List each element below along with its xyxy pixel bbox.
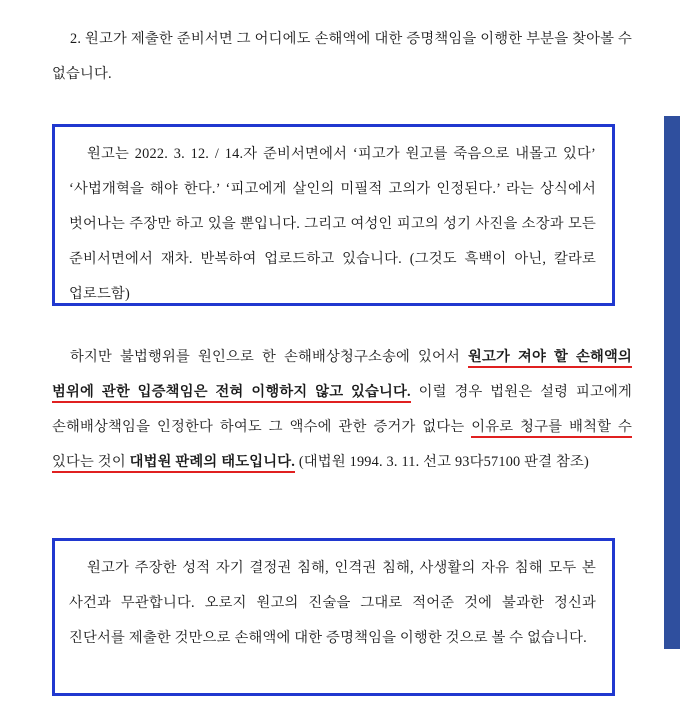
- middle-seg-5-emphasis: 대법원 판례의 태도입니다.: [130, 454, 295, 473]
- middle-paragraph-text: [52, 340, 632, 480]
- middle-seg-1: 하지만 불법행위를 원인으로 한 손해배상청구소송에 있어서: [70, 349, 469, 365]
- numbered-paragraph: [52, 22, 632, 92]
- numbered-paragraph-body: 원고가 제출한 준비서면 그 어디에도 손해액에 대한 증명책임을 이행한 부분을 찾아볼 수 없습니다.: [52, 31, 632, 82]
- numbered-paragraph-text: [52, 22, 632, 92]
- highlighted-box-one: [52, 124, 615, 306]
- numbered-paragraph-number: 2.: [70, 31, 82, 47]
- middle-seg-4-emphasis: 이유로 청구를 배척할 수 있다는 것이: [52, 419, 632, 473]
- middle-seg-2-emphasis: 원고가 져야 할 손해액의 범위에 관한 입증책임은 전혀 이행하지 않고 있습니다.: [52, 349, 632, 403]
- page-edge-strip: [664, 116, 680, 649]
- highlighted-box-one-text: 원고는 2022. 3. 12. / 14.자 준비서면에서 ‘피고가 원고를 죽음으로 내몰고 있다’ ‘사법개혁을 해야 한다.’ ‘피고에게 살인의 미필적 고의가 인정된다.’ 라는 상식에서 벗어나는 주장만 하고 있을 뿐입니다. 그리고 여성인 피고의 성기 사진을 소장과 모든 준비서면에서 재차. 반복하여 업로드하고 있습니다. (그것도 흑백이 아닌, 칼라로 업로드함): [69, 146, 596, 302]
- highlighted-box-two: [52, 538, 615, 696]
- highlighted-box-two-text: 원고가 주장한 성적 자기 결정권 침해, 인격권 침해, 사생활의 자유 침해 모두 본 사건과 무관합니다. 오로지 원고의 진술을 그대로 적어준 것에 불과한 정신과 진단서를 제출한 것만으로 손해액에 대한 증명책임을 이행한 것으로 볼 수 없습니다.: [69, 560, 596, 646]
- middle-paragraph: [52, 340, 632, 480]
- middle-seg-6-citation: (대법원 1994. 3. 11. 선고 93다57100 판결 참조): [295, 454, 589, 470]
- middle-seg-3: 이럴 경우 법원은 설령 피고에게 손해배상책임을 인정한다 하여도 그 액수에 관한 증거가 없다는: [52, 384, 633, 435]
